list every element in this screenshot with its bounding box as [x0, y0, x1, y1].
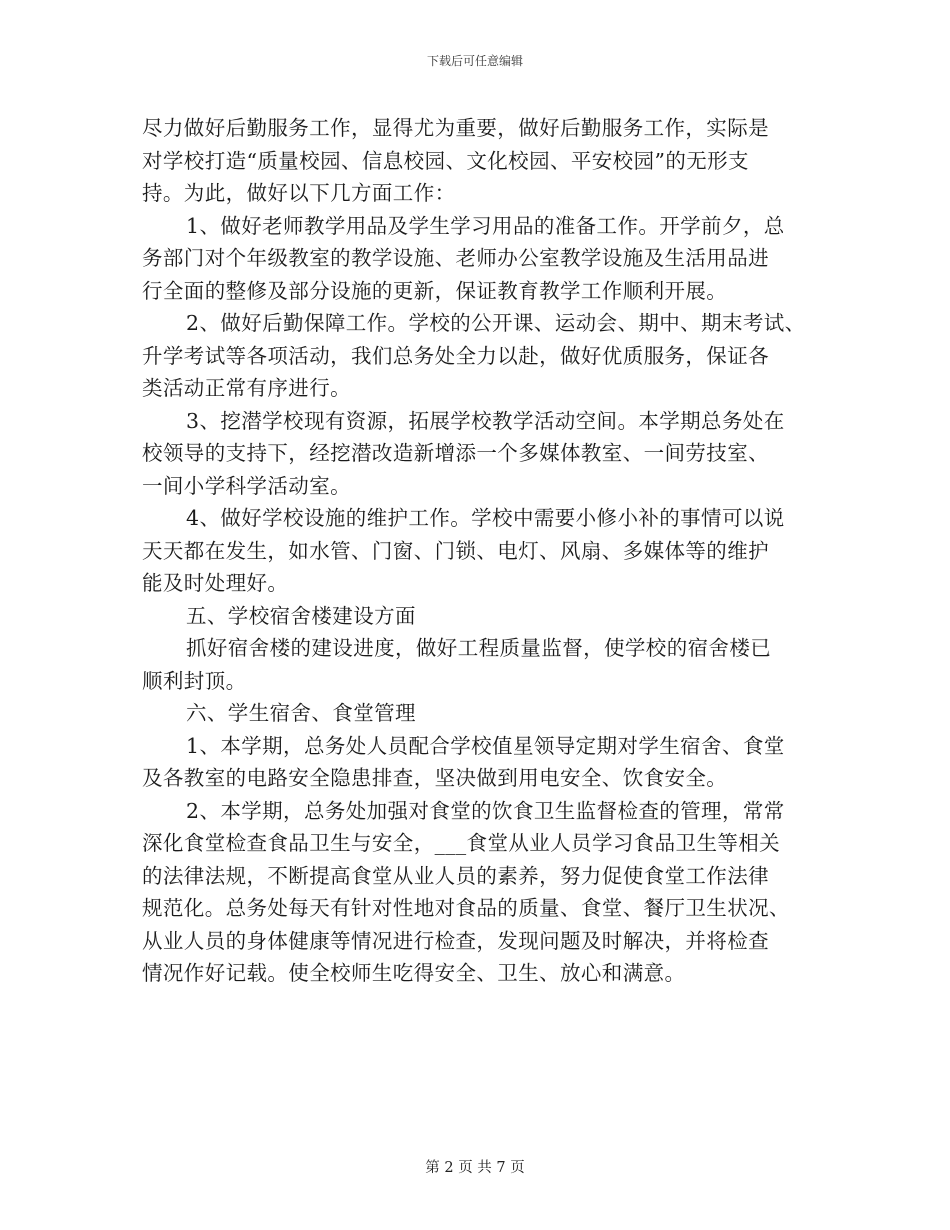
body-line: 能及时处理好。 — [142, 571, 289, 595]
body-line: 尽力做好后勤服务工作，显得尤为重要，做好后勤服务工作，实际是 — [142, 116, 769, 140]
body-line: 务部门对个年级教室的教学设施、老师办公室教学设施及生活用品进 — [142, 246, 769, 270]
body-line: 升学考试等各项活动，我们总务处全力以赴，做好优质服务，保证各 — [142, 343, 769, 368]
page-number: 第 2 页 共 7 页 — [425, 1160, 525, 1176]
body-line: 4、做好学校设施的维护工作。学校中需要小修小补的事情可以说 — [186, 506, 785, 530]
body-line: 对学校打造“质量校园、信息校园、文化校园、平安校园”的无形支 — [142, 148, 749, 173]
body-line: 2、本学期，总务处加强对食堂的饮食卫生监督检查的管理，常常 — [186, 798, 785, 823]
body-line: 1、本学期，总务处人员配合学校值星领导定期对学生宿舍、食堂 — [186, 733, 785, 758]
body-line: 天天都在发生，如水管、门窗、门锁、电灯、风扇、多媒体等的维护 — [142, 538, 769, 563]
page-header-note: 下载后可任意编辑 — [426, 54, 523, 68]
section-heading: 六、学生宿舍、食堂管理 — [186, 701, 416, 725]
body-line: 一间小学科学活动室。 — [142, 473, 351, 498]
body-line: 情况作好记载。使全校师生吃得安全、卫生、放心和满意。 — [142, 961, 686, 985]
body-line: 校领导的支持下，经挖潜改造新增添一个多媒体教室、一间劳技室、 — [142, 441, 769, 465]
body-line: 1、做好老师教学用品及学生学习用品的准备工作。开学前夕，总 — [186, 213, 785, 238]
body-line: 3、挖潜学校现有资源，拓展学校教学活动空间。本学期总务处在 — [186, 408, 785, 433]
body-line: 2、做好后勤保障工作。学校的公开课、运动会、期中、期末考试、 — [186, 311, 806, 335]
body-line: 从业人员的身体健康等情况进行检查，发现问题及时解决，并将检查 — [142, 928, 769, 953]
body-line: 及各教室的电路安全隐患排查，坚决做到用电安全、饮食安全。 — [142, 766, 728, 790]
body-line: 的法律法规，不断提高食堂从业人员的素养，努力促使食堂工作法律 — [142, 863, 769, 888]
body-line: 抓好宿舍楼的建设进度，做好工程质量监督，使学校的宿舍楼已 — [186, 636, 772, 660]
document-body — [142, 112, 814, 990]
section-heading: 五、学校宿舍楼建设方面 — [186, 603, 416, 628]
body-line: 行全面的整修及部分设施的更新，保证教育教学工作顺利开展。 — [142, 278, 728, 303]
body-line: 规范化。总务处每天有针对性地对食品的质量、食堂、餐厅卫生状况、 — [142, 896, 790, 920]
body-line: 类活动正常有序进行。 — [142, 376, 351, 400]
body-line: 深化食堂检查食品卫生与安全，___食堂从业人员学习食品卫生等相关 — [142, 831, 781, 855]
body-line: 顺利封顶。 — [142, 668, 247, 693]
body-line: 持。为此，做好以下几方面工作： — [142, 181, 456, 205]
